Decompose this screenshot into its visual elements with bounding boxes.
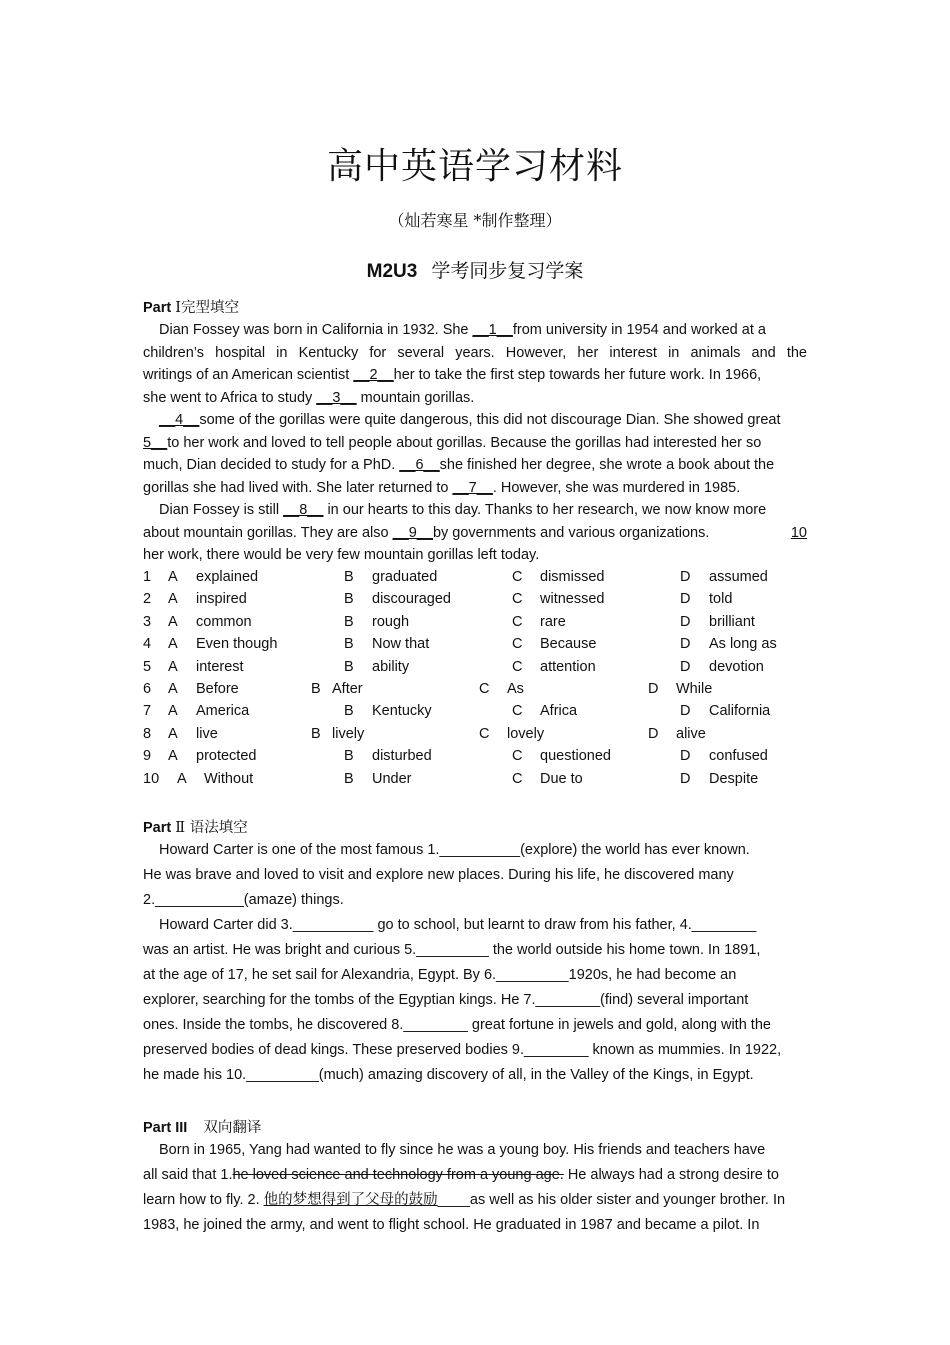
option-a[interactable]: Before <box>196 680 239 697</box>
part3-passage <box>143 1138 807 1238</box>
passage-line: about mountain gorillas. They are also __9__by governments and various organizations. 10 <box>143 522 807 545</box>
grammar-line: He was brave and loved to visit and explore new places. During his life, he discovered many <box>143 867 734 883</box>
option-letter-c: C <box>479 725 490 742</box>
option-letter-b: B <box>344 658 354 675</box>
part2-passage <box>143 838 807 1088</box>
option-letter-b: B <box>344 703 354 720</box>
option-letter-b: B <box>344 569 354 585</box>
option-letter-c: C <box>512 636 523 653</box>
blank-8[interactable]: __8__ <box>283 502 324 518</box>
option-letter-a: A <box>168 658 178 675</box>
passage-line: much, Dian decided to study for a PhD. __6__she finished her degree, she wrote a book about the <box>143 457 775 473</box>
option-a[interactable]: America <box>196 703 250 720</box>
passage-line: Dian Fossey is still __8__ in our hearts to this day. Thanks to her research, we now know more <box>159 502 767 518</box>
unit-code: M2U3 <box>366 261 418 282</box>
option-d[interactable]: As long as <box>709 636 777 653</box>
option-d[interactable]: told <box>709 591 733 608</box>
option-row <box>143 611 807 633</box>
translation-prompt-2: 他的梦想得到了父母的鼓励 <box>263 1192 438 1208</box>
blank-3[interactable]: __3__ <box>316 389 357 406</box>
option-a[interactable]: protected <box>196 748 257 765</box>
option-d[interactable]: Despite <box>709 770 759 787</box>
part3-label: Part III <box>143 1120 188 1136</box>
option-letter-c: C <box>512 770 523 787</box>
unit-title <box>0 256 950 283</box>
option-letter-c: C <box>512 613 523 630</box>
passage-line: her work, there would be very few mountain gorillas left today. <box>143 547 540 563</box>
option-letter-a: A <box>168 680 178 697</box>
part1-heading <box>143 296 239 317</box>
passage-line: Dian Fossey was born in California in 1932. She __1__from university in 1954 and worked at a <box>159 322 766 338</box>
option-letter-c: C <box>512 748 523 765</box>
option-letter-d: D <box>680 636 691 653</box>
option-letter-a: A <box>168 703 178 720</box>
option-row <box>143 633 807 655</box>
translation-line: all said that 1.he loved science and technology from a young age. He always had a strong desire to <box>143 1167 779 1183</box>
option-b[interactable]: graduated <box>372 569 438 585</box>
question-number: 8 <box>143 725 152 742</box>
translation-answer-1: he loved science and technology from a young age. <box>232 1167 564 1183</box>
option-row <box>143 723 807 745</box>
part3-heading <box>143 1116 261 1137</box>
option-d[interactable]: California <box>709 703 771 720</box>
option-a[interactable]: Without <box>204 770 254 787</box>
option-c[interactable]: Because <box>540 636 597 653</box>
option-a[interactable]: Even though <box>196 636 278 653</box>
option-b[interactable]: ability <box>372 658 410 675</box>
grammar-line: was an artist. He was bright and curious 5._________ the world outside his home town. In 1891, <box>143 942 761 958</box>
option-letter-d: D <box>648 725 659 742</box>
option-letter-d: D <box>680 703 691 720</box>
option-letter-c: C <box>479 680 490 697</box>
option-a[interactable]: inspired <box>196 591 247 608</box>
option-c[interactable]: dismissed <box>540 569 605 585</box>
option-letter-a: A <box>168 636 178 653</box>
document-title: 高中英语学习材料 <box>326 146 623 187</box>
grammar-line: explorer, searching for the tombs of the Egyptian kings. He 7.________(find) several important <box>143 992 749 1008</box>
translation-line: learn how to fly. 2. 他的梦想得到了父母的鼓励____as well as his older sister and younger brother. In <box>143 1192 786 1208</box>
passage-line: 5__to her work and loved to tell people about gorillas. Because the gorillas had interested her so <box>143 434 762 451</box>
option-letter-d: D <box>680 658 691 675</box>
option-letter-d: D <box>680 591 691 608</box>
question-number: 9 <box>143 748 152 765</box>
part1-title: Ⅰ完型填空 <box>175 300 239 316</box>
question-number: 5 <box>143 658 152 675</box>
part1-passage <box>143 319 807 567</box>
option-b[interactable]: After <box>332 680 363 697</box>
option-row <box>143 566 807 588</box>
translation-line: 1983, he joined the army, and went to flight school. He graduated in 1987 and became a pilot. In <box>143 1217 760 1233</box>
option-row <box>143 678 807 700</box>
option-c[interactable]: As <box>507 680 524 697</box>
option-letter-b: B <box>344 591 354 608</box>
option-letter-a: A <box>168 613 178 630</box>
question-number: 6 <box>143 680 152 697</box>
option-letter-d: D <box>680 613 691 630</box>
blank-10[interactable]: 10 <box>790 524 807 541</box>
option-letter-b: B <box>311 725 321 742</box>
option-row <box>143 768 807 790</box>
option-d[interactable]: brilliant <box>709 613 755 630</box>
question-number: 10 <box>143 770 160 787</box>
option-letter-c: C <box>512 591 523 608</box>
blank-9[interactable]: __9__ <box>392 524 433 541</box>
option-letter-a: A <box>168 748 178 765</box>
option-letter-b: B <box>344 770 354 787</box>
question-number: 1 <box>143 569 152 585</box>
option-c[interactable]: witnessed <box>540 591 605 608</box>
option-letter-a: A <box>168 591 178 608</box>
option-letter-d: D <box>648 680 659 697</box>
option-a[interactable]: common <box>196 613 252 630</box>
option-a[interactable]: interest <box>196 658 244 675</box>
part3-title: 双向翻译 <box>203 1120 262 1136</box>
blank-4[interactable]: __4__ <box>159 412 200 428</box>
option-b[interactable]: rough <box>372 613 410 630</box>
option-letter-a: A <box>168 725 178 742</box>
option-c[interactable]: Africa <box>540 703 578 720</box>
option-d[interactable]: assumed <box>709 569 768 585</box>
option-c[interactable]: attention <box>540 658 596 675</box>
question-number: 3 <box>143 613 152 630</box>
passage-line: she went to Africa to study __3__ mountain gorillas. <box>143 389 475 406</box>
part1-label: Part <box>143 300 172 316</box>
option-b[interactable]: Under <box>372 770 412 787</box>
part2-heading <box>143 816 248 837</box>
option-a[interactable]: live <box>196 725 218 742</box>
option-d[interactable]: devotion <box>709 658 764 675</box>
blank-7[interactable]: __7__ <box>452 479 493 496</box>
option-letter-c: C <box>512 658 523 675</box>
option-c[interactable]: rare <box>540 613 566 630</box>
option-b[interactable]: discouraged <box>372 591 451 608</box>
passage-line: __4__some of the gorillas were quite dangerous, this did not discourage Dian. She showed great <box>159 412 781 428</box>
option-b[interactable]: disturbed <box>372 748 432 765</box>
option-letter-b: B <box>311 680 321 697</box>
passage-line: gorillas she had lived with. She later returned to __7__. However, she was murdered in 1985. <box>143 479 741 496</box>
blank-2[interactable]: __2__ <box>353 367 394 383</box>
option-c[interactable]: Due to <box>540 770 583 787</box>
option-d[interactable]: alive <box>676 725 706 742</box>
question-number: 4 <box>143 636 152 653</box>
option-row <box>143 700 807 722</box>
option-b[interactable]: Kentucky <box>372 703 432 720</box>
question-number: 7 <box>143 703 152 720</box>
translation-line: Born in 1965, Yang had wanted to fly since he was a young boy. His friends and teachers have <box>159 1142 766 1158</box>
grammar-line: at the age of 17, he set sail for Alexandria, Egypt. By 6._________1920s, he had become an <box>143 967 737 983</box>
option-d[interactable]: While <box>676 680 713 697</box>
passage-line: writings of an American scientist __2__her to take the first step towards her future work. In 1966, <box>143 367 762 383</box>
option-a[interactable]: explained <box>196 569 259 585</box>
option-letter-c: C <box>512 569 523 585</box>
unit-name: 学考同步复习学案 <box>431 260 584 282</box>
grammar-line: he made his 10._________(much) amazing discovery of all, in the Valley of the Kings, in Egypt. <box>143 1067 754 1083</box>
part2-label: Part <box>143 820 172 836</box>
document-subtitle: （灿若寒星 *制作整理） <box>388 211 562 230</box>
blank-1[interactable]: __1__ <box>472 322 513 338</box>
option-letter-c: C <box>512 703 523 720</box>
option-letter-d: D <box>680 770 691 787</box>
blank-5[interactable]: 5__ <box>143 434 168 451</box>
option-letter-b: B <box>344 748 354 765</box>
option-letter-a: A <box>168 569 178 585</box>
option-c[interactable]: questioned <box>540 748 611 765</box>
option-b[interactable]: lively <box>332 725 365 742</box>
grammar-line: ones. Inside the tombs, he discovered 8.________ great fortune in jewels and gold, along with the <box>143 1017 771 1033</box>
part2-title: Ⅱ 语法填空 <box>175 820 248 836</box>
option-b[interactable]: Now that <box>372 636 430 653</box>
option-letter-d: D <box>680 748 691 765</box>
option-row <box>143 588 807 610</box>
option-row <box>143 656 807 678</box>
option-letter-d: D <box>680 569 691 585</box>
grammar-line: preserved bodies of dead kings. These preserved bodies 9.________ known as mummies. In 1922, <box>143 1042 782 1058</box>
passage-line: children’s hospital in Kentucky for several years. However, her interest in animals and the <box>143 344 807 361</box>
grammar-line: Howard Carter did 3.__________ go to school, but learnt to draw from his father, 4.________ <box>159 917 757 933</box>
option-letter-b: B <box>344 613 354 630</box>
option-c[interactable]: lovely <box>507 725 545 742</box>
grammar-line: Howard Carter is one of the most famous 1.__________(explore) the world has ever known. <box>159 842 750 858</box>
option-d[interactable]: confused <box>709 748 768 765</box>
option-letter-a: A <box>177 770 187 787</box>
option-letter-b: B <box>344 636 354 653</box>
option-row <box>143 745 807 767</box>
blank-6[interactable]: __6__ <box>399 457 440 473</box>
question-number: 2 <box>143 591 152 608</box>
answer-options <box>143 566 807 790</box>
grammar-line: 2.___________(amaze) things. <box>143 892 344 908</box>
